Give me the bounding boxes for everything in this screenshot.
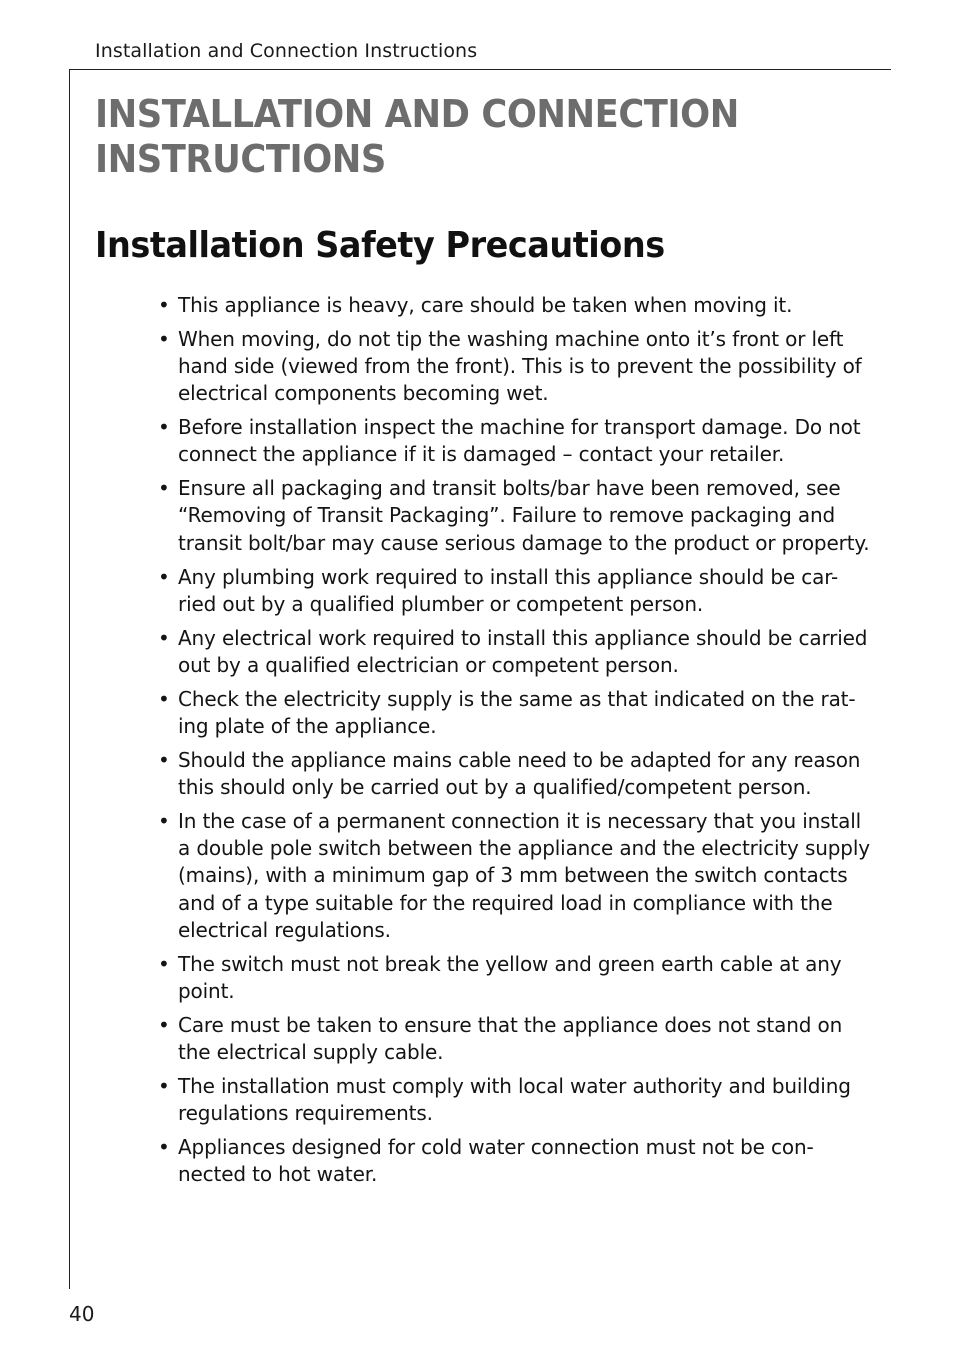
list-item-text: Should the appliance mains cable need to be adapted for any reason this should only be carried out by a qualified/competent person. bbox=[178, 747, 861, 800]
bullet-icon: • bbox=[158, 293, 170, 317]
list-item-text: In the case of a permanent connection it is necessary that you install a double pole switch between the appliance and the electricity supply (mains), with a minimum gap of 3 mm between the switch contacts and of a type suitable for the required load in compliance with the electrical regulations. bbox=[178, 808, 870, 942]
list-item-text: Before installation inspect the machine for transport damage. Do not connect the appliance if it is damaged – contact your retailer. bbox=[178, 415, 861, 467]
page-number: 40 bbox=[69, 1302, 95, 1326]
list-item bbox=[158, 808, 878, 944]
list-item-text: Check the electricity supply is the same as that indicated on the rat- ing plate of the appliance. bbox=[178, 686, 856, 738]
bullet-icon: • bbox=[158, 808, 170, 833]
list-item bbox=[158, 951, 878, 1005]
list-item-text: Ensure all packaging and transit bolts/bar have been removed, see “Removing of Transit Packaging”. Failure to remove packaging and transit bolt/bar may cause serious damage to the product or property. bbox=[178, 476, 870, 555]
bullet-icon: • bbox=[158, 326, 170, 351]
list-item bbox=[158, 625, 878, 679]
chapter-title: INSTALLATION AND CONNECTION INSTRUCTIONS bbox=[95, 92, 739, 181]
running-header: Installation and Connection Instructions bbox=[95, 40, 478, 62]
bullet-icon: • bbox=[158, 1012, 170, 1037]
bullet-icon: • bbox=[158, 476, 170, 501]
precautions-list bbox=[158, 292, 878, 1195]
bullet-icon: • bbox=[158, 686, 170, 711]
section-title: Installation Safety Precautions bbox=[95, 225, 665, 266]
list-item bbox=[158, 686, 878, 740]
bullet-icon: • bbox=[158, 1134, 170, 1159]
list-item-text: Any plumbing work required to install this appliance should be car- ried out by a qualified plumber or competent person. bbox=[178, 564, 839, 616]
margin-rule bbox=[69, 69, 70, 1289]
list-item bbox=[158, 564, 878, 618]
bullet-icon: • bbox=[158, 951, 170, 976]
list-item bbox=[158, 1012, 878, 1066]
list-item-text: Appliances designed for cold water connection must not be con- nected to hot water. bbox=[178, 1134, 814, 1187]
list-item bbox=[158, 414, 878, 468]
list-item-text: This appliance is heavy, care should be taken when moving it. bbox=[178, 293, 793, 317]
list-item bbox=[158, 747, 878, 801]
list-item bbox=[158, 326, 878, 408]
bullet-icon: • bbox=[158, 415, 170, 440]
bullet-icon: • bbox=[158, 625, 170, 650]
list-item-text: The installation must comply with local water authority and building regulations requirements. bbox=[178, 1073, 851, 1126]
list-item bbox=[158, 292, 878, 319]
bullet-icon: • bbox=[158, 1073, 170, 1098]
list-item-text: Care must be taken to ensure that the appliance does not stand on the electrical supply cable. bbox=[178, 1012, 843, 1064]
list-item bbox=[158, 475, 878, 557]
list-item bbox=[158, 1134, 878, 1188]
list-item bbox=[158, 1073, 878, 1127]
list-item-text: When moving, do not tip the washing machine onto it’s front or left hand side (viewed from the front). This is to prevent the possibility of electrical components becoming wet. bbox=[178, 326, 862, 406]
list-item-text: Any electrical work required to install this appliance should be carried out by a qualified electrician or competent person. bbox=[178, 625, 868, 677]
header-rule bbox=[69, 69, 891, 70]
bullet-icon: • bbox=[158, 564, 170, 589]
bullet-icon: • bbox=[158, 747, 170, 772]
list-item-text: The switch must not break the yellow and green earth cable at any point. bbox=[178, 951, 842, 1003]
